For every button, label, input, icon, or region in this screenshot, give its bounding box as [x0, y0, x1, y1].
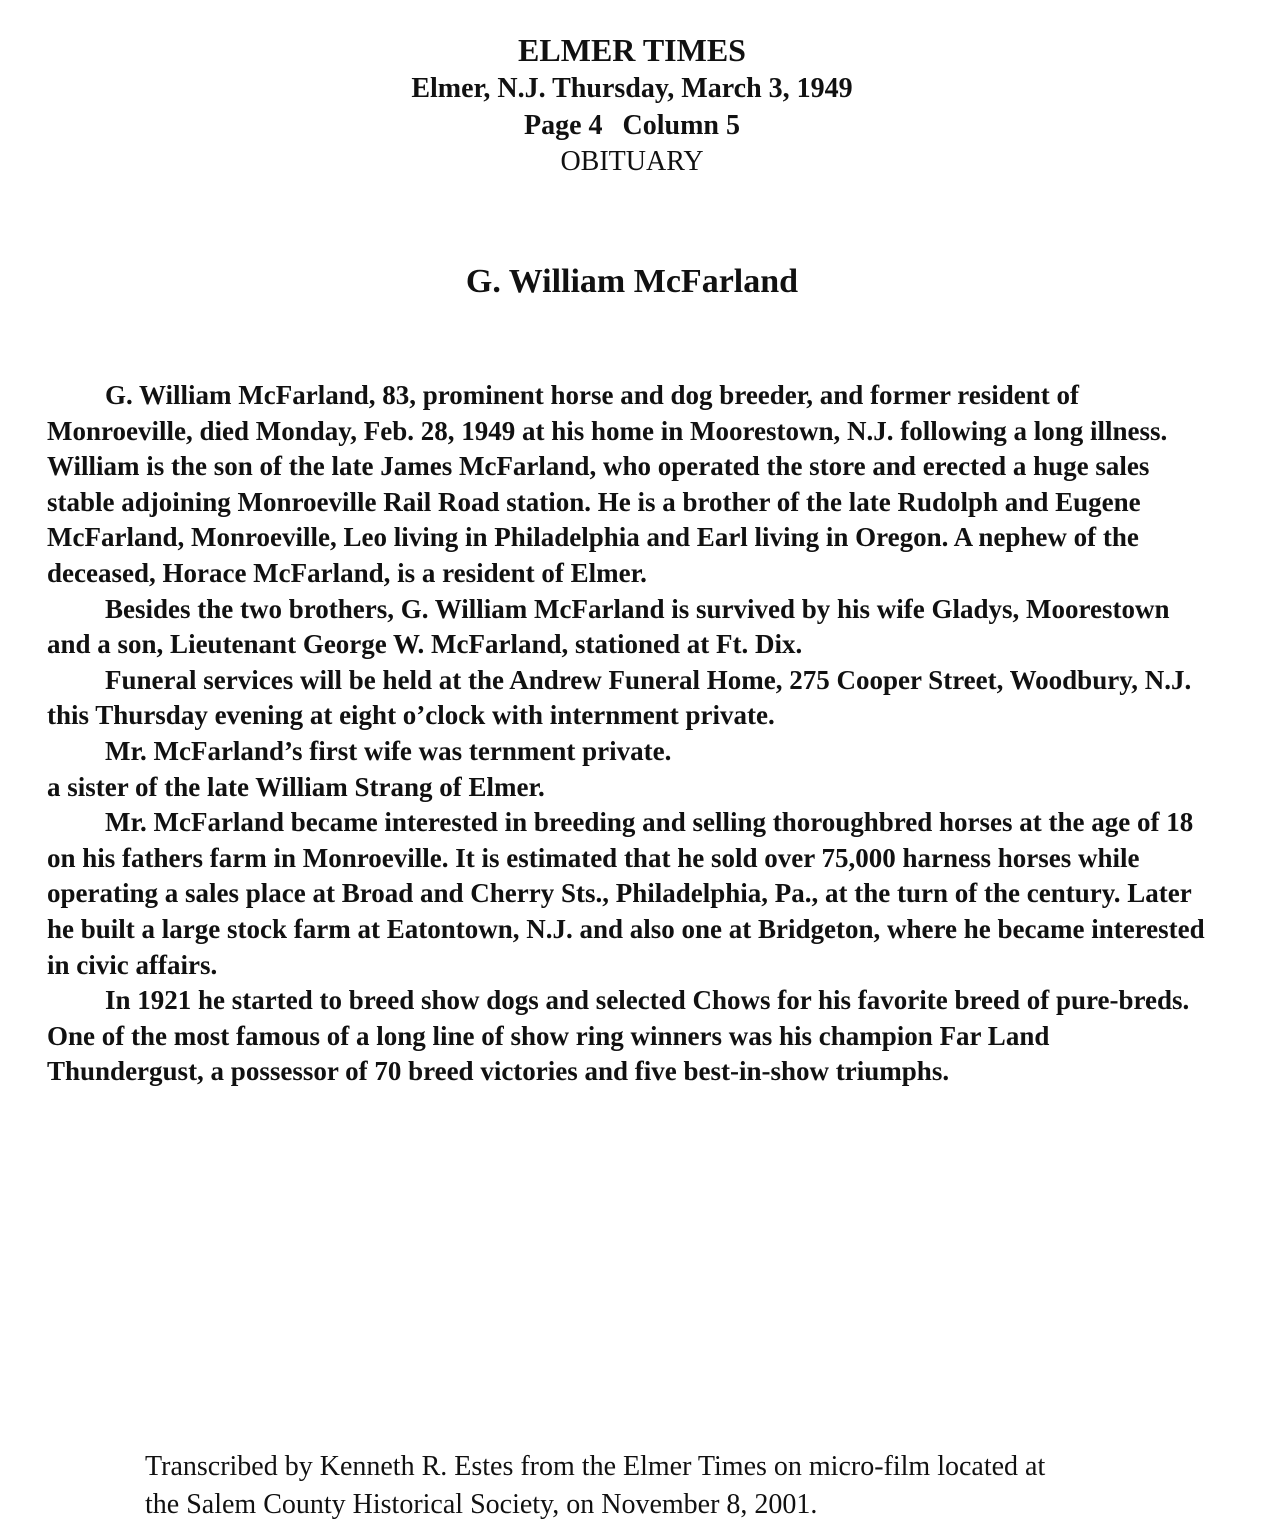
page-column-line [0, 108, 1264, 144]
transcription-note-line-2: the Salem County Historical Society, on November 8, 2001. [145, 1489, 818, 1520]
section-label: OBITUARY [560, 146, 704, 177]
paragraph-3: Funeral services will be held at the Andrew Funeral Home, 275 Cooper Street, Woodbury, N.J. this Thursday evening at eight o’clock with internment private. [47, 664, 1192, 731]
transcription-note-line-1: Transcribed by Kenneth R. Estes from the Elmer Times on micro-film located at [145, 1451, 1046, 1482]
article-body [47, 378, 1212, 1090]
article-headline: G. William McFarland [465, 263, 799, 300]
paragraph-2: Besides the two brothers, G. William McFarland is survived by his wife Gladys, Moorestown and a son, Lieutenant George W. McFarland, stationed at Ft. Dix. [47, 593, 1170, 660]
paragraph-6: In 1921 he started to breed show dogs and selected Chows for his favorite breed of pure-breds. One of the most famous of a long line of show ring winners was his champion Far Land Thundergust, a possessor of 70 breed victories and five best-in-show triumphs. [47, 985, 1190, 1087]
paragraph-1: G. William McFarland, 83, prominent horse and dog breeder, and former resident of Monroeville, died Monday, Feb. 28, 1949 at his home in Moorestown, N.J. following a long illness. William is the son of the late James McFarland, who operated the store and erected a huge sales stable adjoining Monroeville Rail Road station. He is a brother of the late Rudolph and Eugene McFarland, Monroeville, Leo living in Philadelphia and Earl living in Oregon. A nephew of the deceased, Horace McFarland, is a resident of Elmer. [47, 380, 1168, 588]
paragraph-5: Mr. McFarland became interested in breeding and selling thoroughbred horses at the age of 18 on his fathers farm in Monroeville. It is estimated that he sold over 75,000 harness horses while operating a sales place at Broad and Cherry Sts., Philadelphia, Pa., at the turn of the century. Later he built a large stock farm at Eatontown, N.J. and also one at Bridgeton, where he became interested in civic affairs. [47, 807, 1205, 980]
column-label: Column 5 [622, 110, 740, 141]
transcription-note [145, 1448, 1225, 1524]
page-label: Page 4 [524, 110, 603, 141]
paragraph-4-continuation: a sister of the late William Strang of Elmer. [47, 771, 545, 802]
paragraph-4: Mr. McFarland’s first wife was ternment private. [105, 735, 672, 766]
masthead [0, 30, 1264, 180]
dateline: Elmer, N.J. Thursday, March 3, 1949 [411, 73, 853, 104]
newspaper-name: ELMER TIMES [518, 32, 746, 68]
